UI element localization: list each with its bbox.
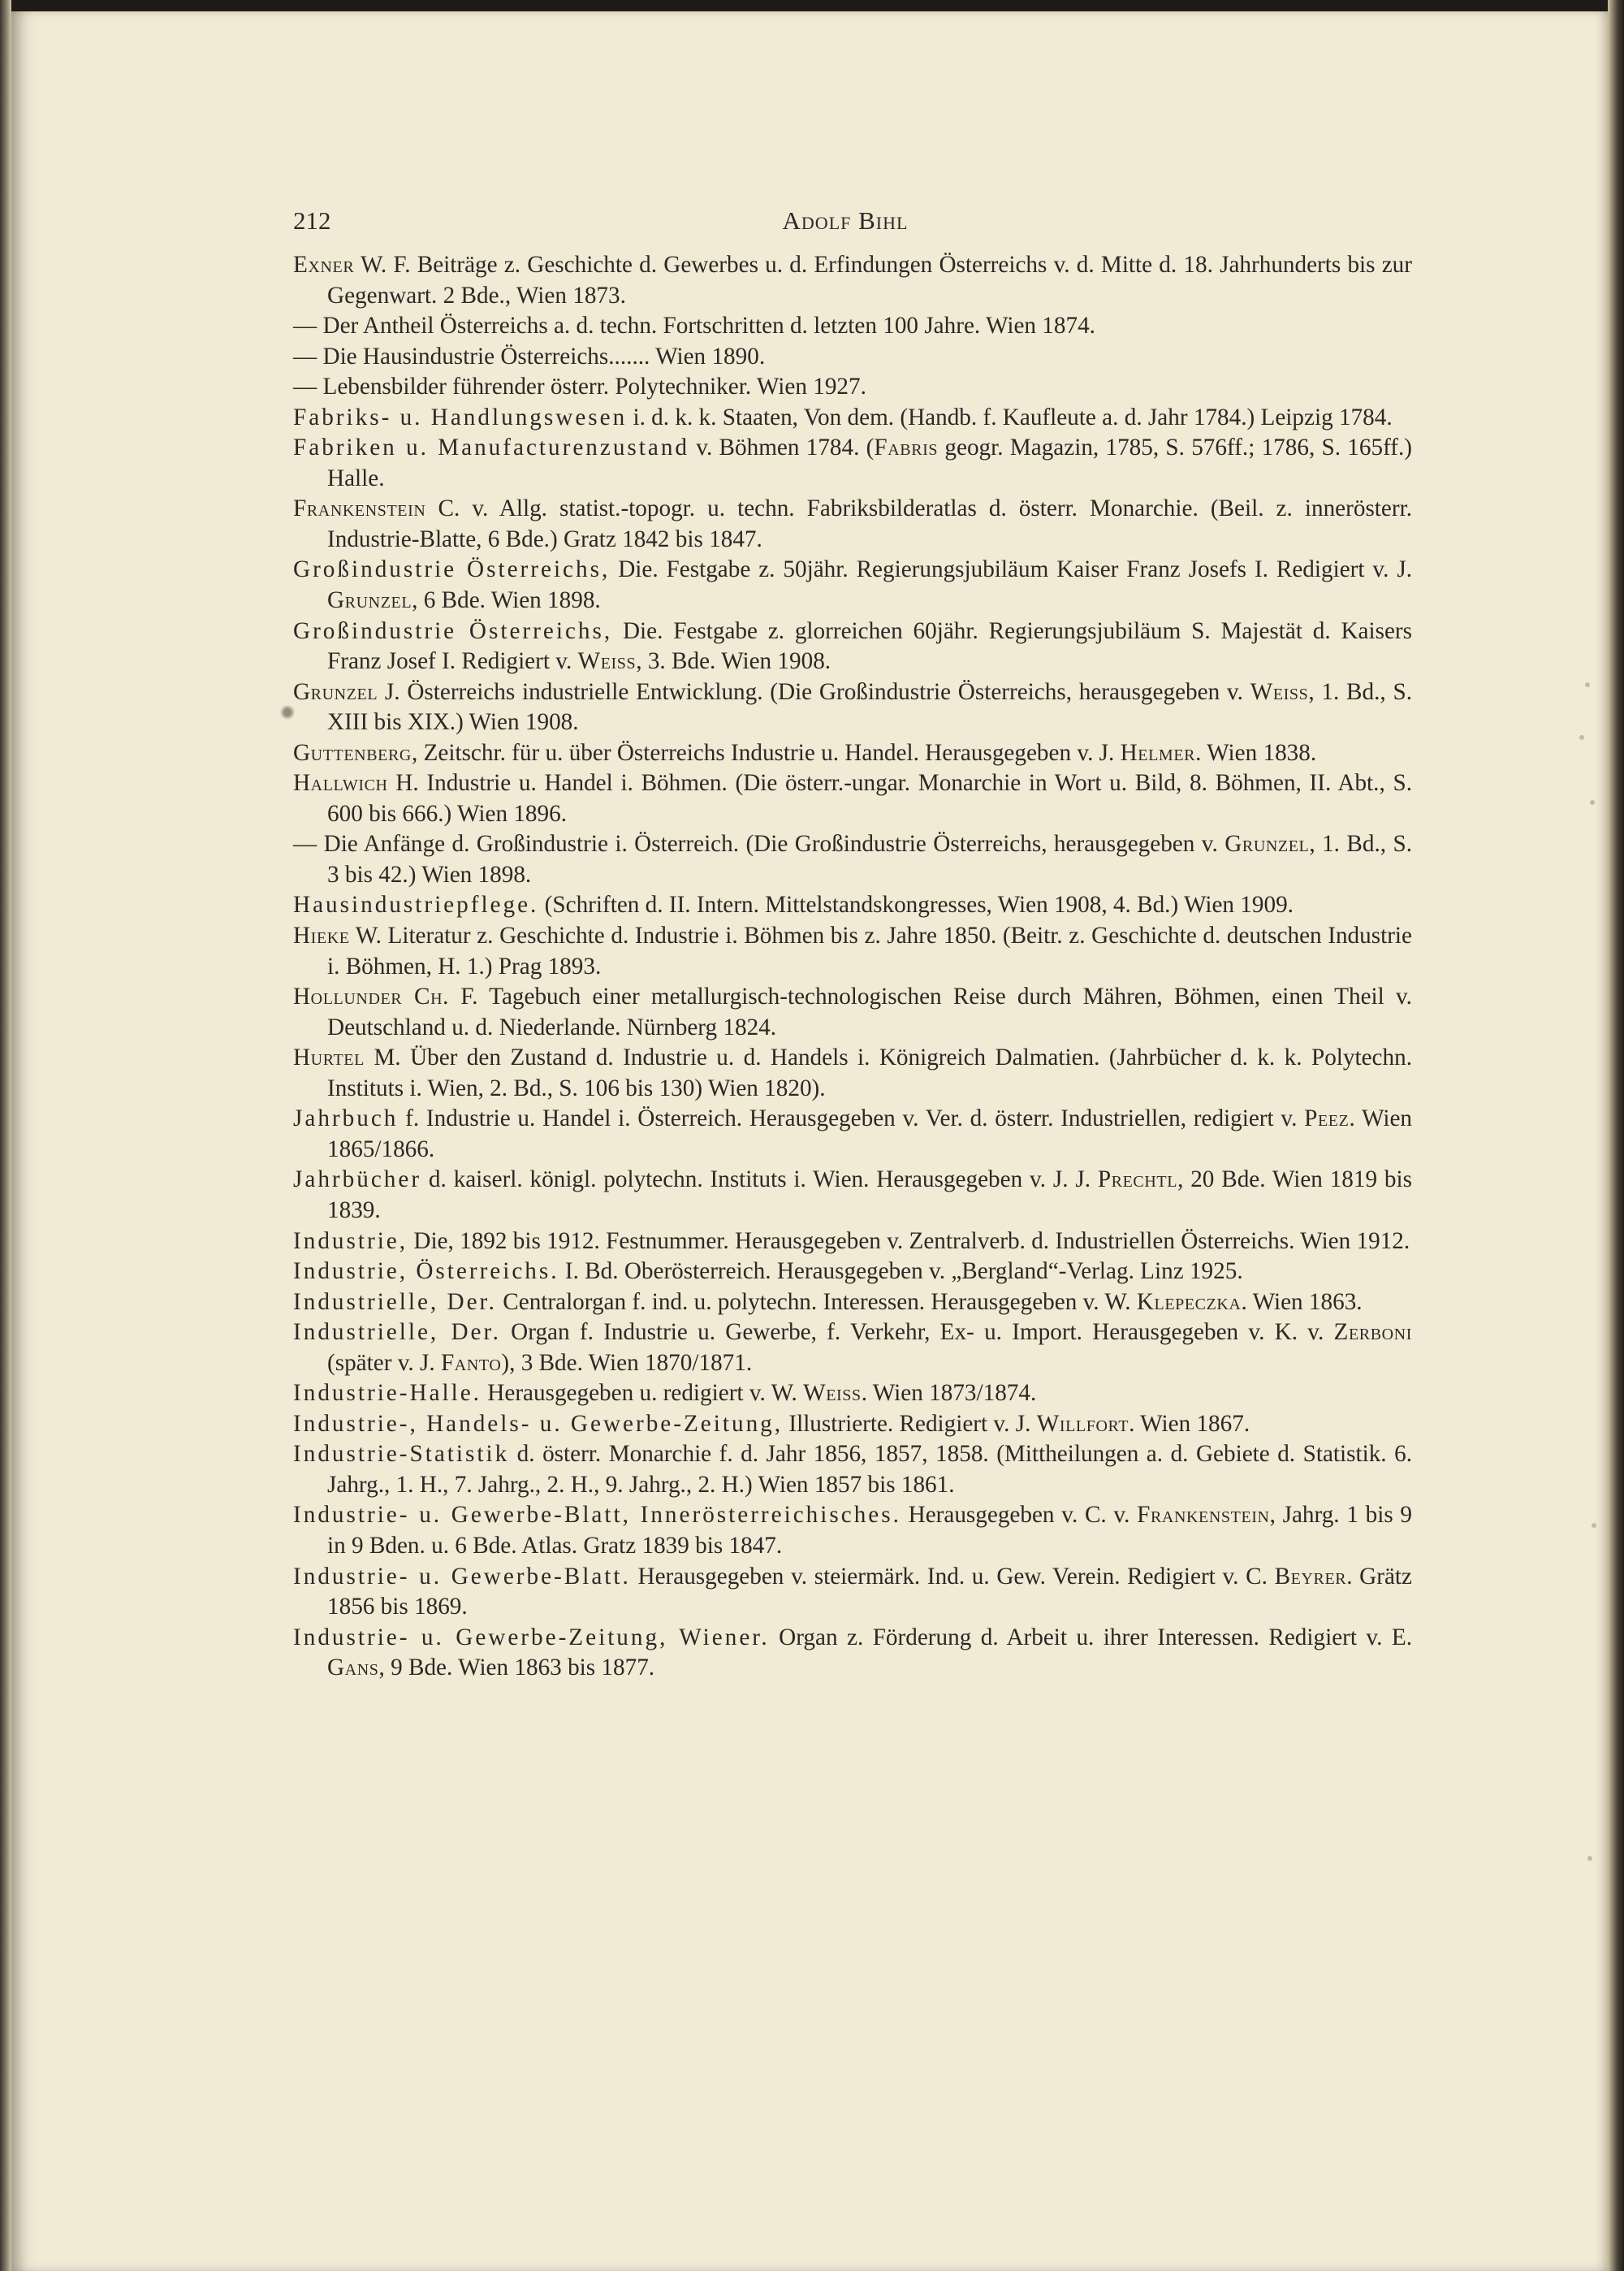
bibliography-entry xyxy=(293,311,1412,342)
entry-text: — Lebensbilder führender österr. Polytechniker. Wien 1927. xyxy=(293,374,866,400)
entry-text: , Zeitschr. für u. über Österreichs Industrie u. Handel. Herausgegeben v. J. xyxy=(411,739,1121,766)
entry-text: f. Industrie u. Handel i. Österreich. Herausgegeben v. Ver. d. österr. Industriellen, redigiert v. xyxy=(398,1105,1305,1132)
entry-text: , 3. Bde. Wien 1908. xyxy=(636,648,831,675)
entry-text: . Wien 1873/1874. xyxy=(861,1380,1037,1407)
bibliography-entry xyxy=(293,890,1412,921)
bibliography-entry xyxy=(293,372,1412,403)
speck-icon xyxy=(1585,682,1590,687)
entry-text: , 9 Bde. Wien 1863 bis 1877. xyxy=(378,1655,655,1681)
author-name: Peez xyxy=(1304,1105,1350,1132)
author-name: Grunzel xyxy=(1224,831,1310,858)
scan-top-border xyxy=(0,0,1624,11)
author-name: Beyrer xyxy=(1274,1563,1347,1590)
spaced-title: Industrie- u. Gewerbe-Blatt, Innerösterreichisches. xyxy=(293,1502,901,1529)
author-name: Weiss xyxy=(577,648,637,675)
author-name: Exner xyxy=(293,252,355,278)
running-title: Adolf Bihl xyxy=(782,206,909,235)
entry-text: , 1. Bd., S. 3 bis 42.) Wien 1898. xyxy=(327,831,1413,888)
entry-text: . Grätz 1856 bis 1869. xyxy=(327,1563,1412,1620)
entry-text: . Wien 1838. xyxy=(1195,739,1317,766)
entry-text: Herausgegeben u. redigiert v. W. xyxy=(481,1380,804,1407)
bibliography-entry xyxy=(293,1378,1412,1409)
entry-text: ), 3 Bde. Wien 1870/1871. xyxy=(501,1349,753,1376)
speck-icon xyxy=(1592,1523,1596,1528)
author-name: Hieke xyxy=(293,923,350,949)
entry-text: v. Böhmen 1784. ( xyxy=(689,435,875,461)
author-name: Guttenberg xyxy=(293,739,412,766)
entry-text: Die. Festgabe z. glorreichen 60jähr. Regierungsjubiläum S. Majestät d. Kaisers Franz Josef I. Redigiert v. xyxy=(327,617,1412,675)
entry-text: d. kaiserl. königl. polytechn. Instituts i. Wien. Herausgegeben v. J. J. xyxy=(421,1166,1098,1193)
bibliography-entry xyxy=(293,677,1412,738)
entry-text: . Wien 1863. xyxy=(1241,1288,1363,1315)
entry-text: W. F. Beiträge z. Geschichte d. Gewerbes u. d. Erfindungen Österreichs v. d. Mitte d. 18. Jahrhunderts bis zur Gegenwart. 2 Bde., Wien 1873. xyxy=(327,252,1412,309)
entry-text: , 20 Bde. Wien 1819 bis 1839. xyxy=(327,1166,1412,1223)
bibliography-entry xyxy=(293,1257,1412,1287)
bibliography-entry xyxy=(293,1317,1412,1378)
bibliography-entry xyxy=(293,433,1412,494)
author-name: Fanto xyxy=(440,1349,502,1376)
entry-text: Die. Festgabe z. 50jähr. Regierungsjubiläum Kaiser Franz Josefs I. Redigiert v. J. xyxy=(610,556,1412,583)
bibliography-entry xyxy=(293,921,1412,982)
bibliography-entry xyxy=(293,1409,1412,1440)
bibliography-entry xyxy=(293,494,1412,555)
author-name: Weiss xyxy=(803,1380,862,1407)
speck-icon xyxy=(1587,1856,1592,1861)
entry-text: d. österr. Monarchie f. d. Jahr 1856, 1857, 1858. (Mittheilungen a. d. Gebiete d. Statistik. 6. Jahrg., 1. H., 7. Jahrg., 2. H., 9. Jahrg., 2. H.) Wien 1857 bis 1861. xyxy=(327,1441,1412,1498)
entry-text: , 1. Bd., S. XIII bis XIX.) Wien 1908. xyxy=(327,678,1413,736)
entry-text: — Der Antheil Österreichs a. d. techn. Fortschritten d. letzten 100 Jahre. Wien 1874. xyxy=(293,313,1095,340)
scan-left-border xyxy=(0,0,11,2271)
author-name: Gans xyxy=(327,1655,379,1681)
author-name: Frankenstein xyxy=(293,495,426,522)
author-name: Weiss xyxy=(1250,678,1309,705)
bibliography-entry xyxy=(293,1165,1412,1226)
scan-right-border xyxy=(1608,0,1624,2271)
entry-text: — Die Anfänge d. Großindustrie i. Österreich. (Die Großindustrie Österreichs, herausgegeben v. xyxy=(293,831,1225,858)
page-header xyxy=(293,206,1414,239)
spaced-title: Industrielle, Der. xyxy=(293,1319,501,1346)
bibliography-entry xyxy=(293,342,1412,373)
author-name: Hurtel xyxy=(293,1045,365,1071)
bibliography-entry xyxy=(293,555,1412,616)
spaced-title: Industrielle, Der. xyxy=(293,1288,497,1315)
spaced-title: Industrie-, Handels- u. Gewerbe-Zeitung, xyxy=(293,1410,784,1437)
entry-text: W. Literatur z. Geschichte d. Industrie i. Böhmen bis z. Jahre 1850. (Beitr. z. Geschichte d. deutschen Industrie i. Böhmen, H. 1.) Prag 1893. xyxy=(327,923,1412,980)
spaced-title: Industrie, xyxy=(293,1227,408,1254)
author-name: Grunzel xyxy=(293,678,378,705)
page-number: 212 xyxy=(293,206,331,235)
entry-text: Illustrierte. Redigiert v. J. xyxy=(783,1410,1037,1437)
spaced-title: Jahrbücher xyxy=(293,1166,422,1193)
spaced-title: Industrie- u. Gewerbe-Blatt. xyxy=(293,1563,631,1590)
speck-icon xyxy=(1579,735,1584,740)
entry-text: (später v. J. xyxy=(327,1349,441,1376)
author-name: Frankenstein xyxy=(1137,1502,1270,1529)
bibliography-entry xyxy=(293,1226,1412,1257)
bibliography-entry xyxy=(293,829,1412,890)
entry-text: J. Österreichs industrielle Entwicklung. (Die Großindustrie Österreichs, herausgegeben v. xyxy=(378,678,1250,705)
bibliography-entry xyxy=(293,1439,1412,1500)
entry-text: H. Industrie u. Handel i. Böhmen. (Die österr.-ungar. Monarchie in Wort u. Bild, 8. Böhmen, II. Abt., S. 600 bis 666.) Wien 1896. xyxy=(327,770,1412,827)
author-name: Hallwich xyxy=(293,770,388,797)
spaced-title: Großindustrie Österreichs, xyxy=(293,556,611,583)
bibliography-entry xyxy=(293,982,1412,1043)
entry-text: C. v. Allg. statist.-topogr. u. techn. Fabriksbilderatlas d. österr. Monarchie. (Beil. z. innerösterr. Industrie-Blatte, 6 Bde.) Gratz 1842 bis 1847. xyxy=(327,495,1412,552)
entry-text: — Die Hausindustrie Österreichs....... Wien 1890. xyxy=(293,343,766,370)
author-name: Willfort xyxy=(1036,1410,1129,1437)
entry-text: i. d. k. k. Staaten, Von dem. (Handb. f. Kaufleute a. d. Jahr 1784.) Leipzig 1784. xyxy=(627,404,1393,430)
bibliography-list xyxy=(293,250,1412,1684)
bibliography-entry xyxy=(293,1623,1412,1684)
entry-text: , Jahrg. 1 bis 9 in 9 Bden. u. 6 Bde. Atlas. Gratz 1839 bis 1847. xyxy=(327,1502,1412,1559)
spaced-title: Fabriken u. Manufacturenzustand xyxy=(293,435,690,461)
author-name: Prechtl xyxy=(1097,1166,1178,1193)
author-name: Zerboni xyxy=(1333,1319,1412,1346)
author-name: Grunzel xyxy=(327,587,412,614)
bibliography-entry xyxy=(293,738,1412,769)
spaced-title: Industrie, Österreichs. xyxy=(293,1258,559,1285)
bibliography-entry xyxy=(293,403,1412,434)
entry-text: F. Tagebuch einer metallurgisch-technologischen Reise durch Mähren, Böhmen, einen Theil v. Deutschland u. d. Niederlande. Nürnberg 1824. xyxy=(327,984,1412,1040)
entry-text: M. Über den Zustand d. Industrie u. d. Handels i. Königreich Dalmatien. (Jahrbücher d. k. k. Polytechn. Instituts i. Wien, 2. Bd., S. 106 bis 130) Wien 1820). xyxy=(327,1045,1412,1101)
spaced-title: Industrie- u. Gewerbe-Zeitung, Wiener. xyxy=(293,1624,770,1650)
entry-text: , 6 Bde. Wien 1898. xyxy=(412,587,601,614)
author-name: Klepeczka xyxy=(1136,1288,1242,1315)
author-name: Helmer xyxy=(1120,739,1196,766)
entry-text: Centralorgan f. ind. u. polytechn. Interessen. Herausgegeben v. W. xyxy=(496,1288,1137,1315)
entry-text: Herausgegeben v. steiermärk. Ind. u. Gew. Verein. Redigiert v. C. xyxy=(630,1563,1275,1590)
entry-text: Die, 1892 bis 1912. Festnummer. Herausgegeben v. Zentralverb. d. Industriellen Österreichs. Wien 1912. xyxy=(408,1227,1410,1254)
entry-text: . Wien 1867. xyxy=(1129,1410,1250,1437)
author-name: Fabris xyxy=(874,435,939,461)
entry-text: Organ z. Förderung d. Arbeit u. ihrer Interessen. Redigiert v. E. xyxy=(769,1624,1412,1650)
bibliography-entry xyxy=(293,1562,1412,1623)
spaced-title: Industrie-Halle. xyxy=(293,1380,482,1407)
spaced-title: Fabriks- u. Handlungswesen xyxy=(293,404,628,430)
author-name: Hollunder Ch. xyxy=(293,984,450,1010)
entry-text: (Schriften d. II. Intern. Mittelstandskongresses, Wien 1908, 4. Bd.) Wien 1909. xyxy=(538,892,1294,919)
speck-icon xyxy=(1590,800,1595,805)
bibliography-entry xyxy=(293,1287,1412,1318)
entry-text: I. Bd. Oberösterreich. Herausgegeben v. „Bergland“-Verlag. Linz 1925. xyxy=(559,1258,1243,1285)
bibliography-entry xyxy=(293,1104,1412,1165)
bibliography-entry xyxy=(293,1043,1412,1104)
spaced-title: Hausindustriepflege. xyxy=(293,892,539,919)
bibliography-entry xyxy=(293,616,1412,677)
bibliography-entry xyxy=(293,250,1412,311)
bibliography-entry xyxy=(293,1500,1412,1561)
entry-text: . Wien 1865/1866. xyxy=(327,1105,1412,1162)
spaced-title: Jahrbuch xyxy=(293,1105,399,1132)
entry-text: Organ f. Industrie u. Gewerbe, f. Verkehr, Ex- u. Import. Herausgegeben v. K. v. xyxy=(500,1319,1334,1346)
entry-text: Herausgegeben v. C. v. xyxy=(901,1502,1138,1529)
spaced-title: Großindustrie Österreichs, xyxy=(293,617,613,644)
bibliography-entry xyxy=(293,768,1412,829)
entry-text: geogr. Magazin, 1785, S. 576ff.; 1786, S. 165ff.) Halle. xyxy=(327,435,1413,491)
spaced-title: Industrie-Statistik xyxy=(293,1441,510,1468)
